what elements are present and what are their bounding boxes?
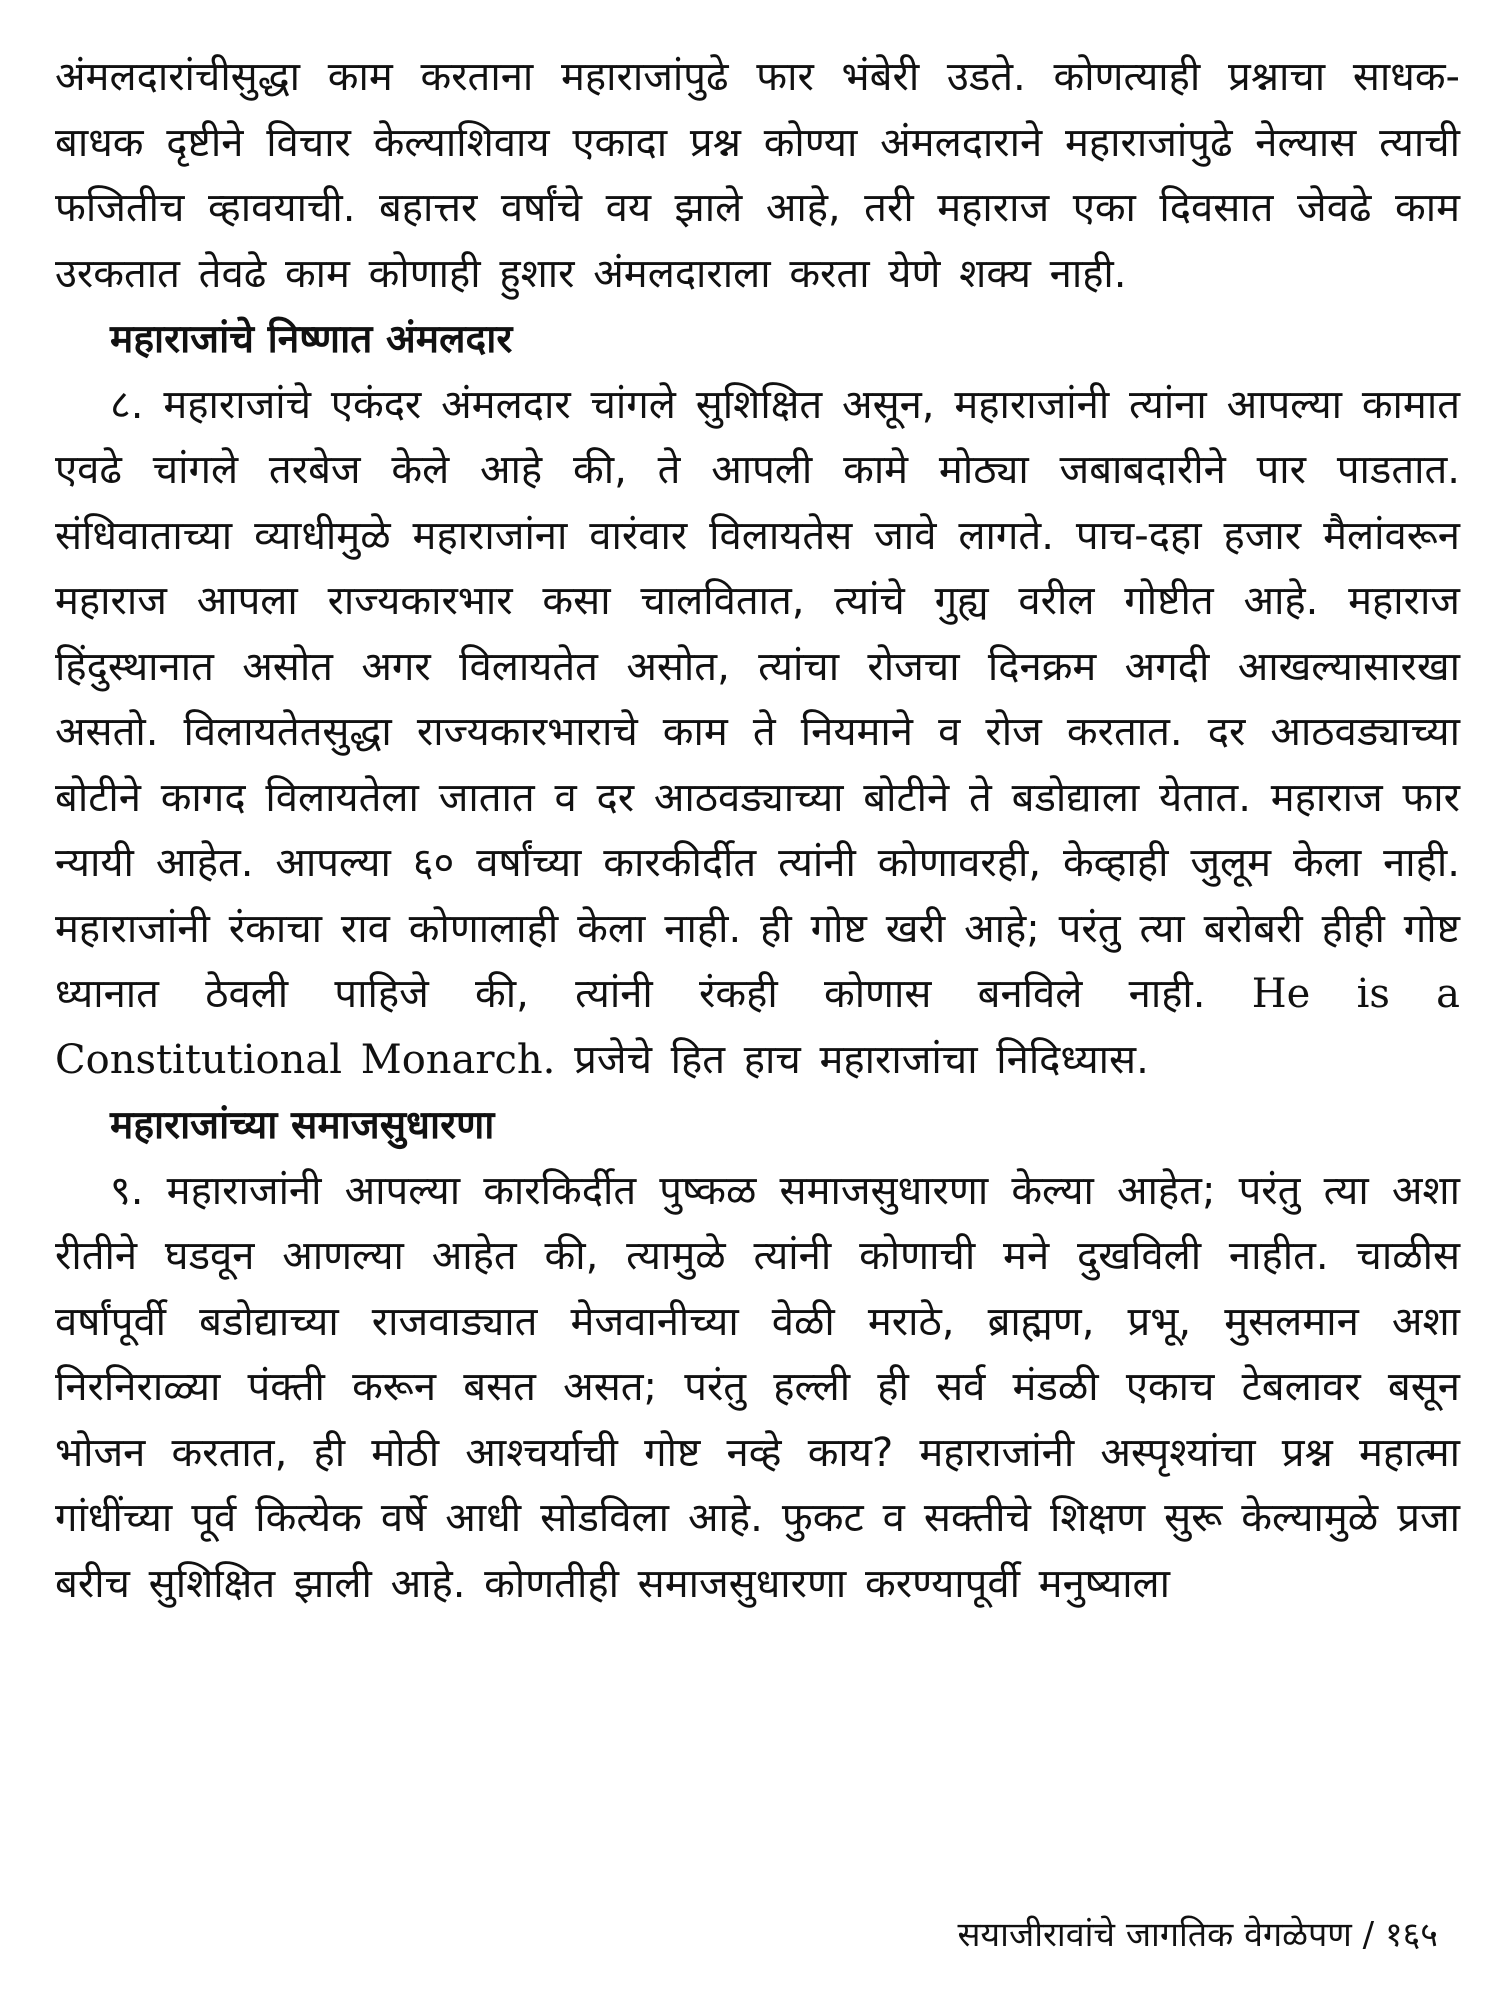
english-quote: He is a Constitutional Monarch. bbox=[55, 971, 1461, 1083]
page-footer-running-title: सयाजीरावांचे जागतिक वेगळेपण / १६५ bbox=[957, 1915, 1438, 1955]
book-page bbox=[55, 45, 1460, 1945]
section-heading-social-reforms: महाराजांच्या समाजसुधारणा bbox=[110, 1103, 495, 1148]
paragraph-officers-tail: प्रजेचे हित हाच महाराजांचा निदिध्यास. bbox=[574, 1036, 1149, 1083]
section-heading-officers: महाराजांचे निष्णात अंमलदार bbox=[110, 317, 513, 362]
paragraph-social-reforms: ९. महाराजांनी आपल्या कारकिर्दीत पुष्कळ समाजसुधारणा केल्या आहेत; परंतु त्या अशा रीतीने घडवून आणल्या आहेत की, त्यामुळे त्यांनी कोणाची मने दुखविली नाहीत. चाळीस वर्षांपूर्वी बडोद्याच्या राजवाड्यात मेजवानीच्या वेळी मराठे, ब्राह्मण, प्रभू, मुसलमान अशा निरनिराळ्या पंक्ती करून बसत असत; परंतु हल्ली ही सर्व मंडळी एकाच टेबलावर बसून भोजन करतात, ही मोठी आश्चर्याची गोष्ट नव्हे काय? महाराजांनी अस्पृश्यांचा प्रश्न महात्मा गांधींच्या पूर्व कित्येक वर्षे आधी सोडविला आहे. फुकट व सक्तीचे शिक्षण सुरू केल्यामुळे प्रजा बरीच सुशिक्षित झाली आहे. कोणतीही समाजसुधारणा करण्यापूर्वी मनुष्याला bbox=[55, 1167, 1460, 1607]
paragraph-officers-text: ८. महाराजांचे एकंदर अंमलदार चांगले सुशिक्षित असून, महाराजांनी त्यांना आपल्या कामात एवढे चांगले तरबेज केले आहे की, ते आपली कामे मोठ्या जबाबदारीने पार पाडतात. संधिवाताच्या व्याधीमुळे महाराजांना वारंवार विलायतेस जावे लागते. पाच-दहा हजार मैलांवरून महाराज आपला राज्यकारभार कसा चालवितात, त्यांचे गुह्य वरील गोष्टीत आहे. महाराज हिंदुस्थानात असोत अगर विलायतेत असोत, त्यांचा रोजचा दिनक्रम अगदी आखल्यासारखा असतो. विलायतेतसुद्धा राज्यकारभाराचे काम ते नियमाने व रोज करतात. दर आठवड्याच्या बोटीने कागद विलायतेला जातात व दर आठवड्याच्या बोटीने ते बडोद्याला येतात. महाराज फार न्यायी आहेत. आपल्या ६० वर्षांच्या कारकीर्दीत त्यांनी कोणावरही, केव्हाही जुलूम केला नाही. महाराजांनी रंकाचा राव कोणालाही केला नाही. ही गोष्ट खरी आहे; परंतु त्या बरोबरी हीही गोष्ट ध्यानात ठेवली पाहिजे की, त्यांनी रंकही कोणास बनविले नाही. bbox=[55, 381, 1460, 1017]
paragraph-officers bbox=[55, 373, 1460, 1094]
paragraph-continued: अंमलदारांचीसुद्धा काम करताना महाराजांपुढे फार भंबेरी उडते. कोणत्याही प्रश्नाचा साधक-बाधक दृष्टीने विचार केल्याशिवाय एकादा प्रश्न कोण्या अंमलदाराने महाराजांपुढे नेल्यास त्याची फजितीच व्हावयाची. बहात्तर वर्षांचे वय झाले आहे, तरी महाराज एका दिवसात जेवढे काम उरकतात तेवढे काम कोणाही हुशार अंमलदाराला करता येणे शक्य नाही. bbox=[55, 54, 1460, 297]
